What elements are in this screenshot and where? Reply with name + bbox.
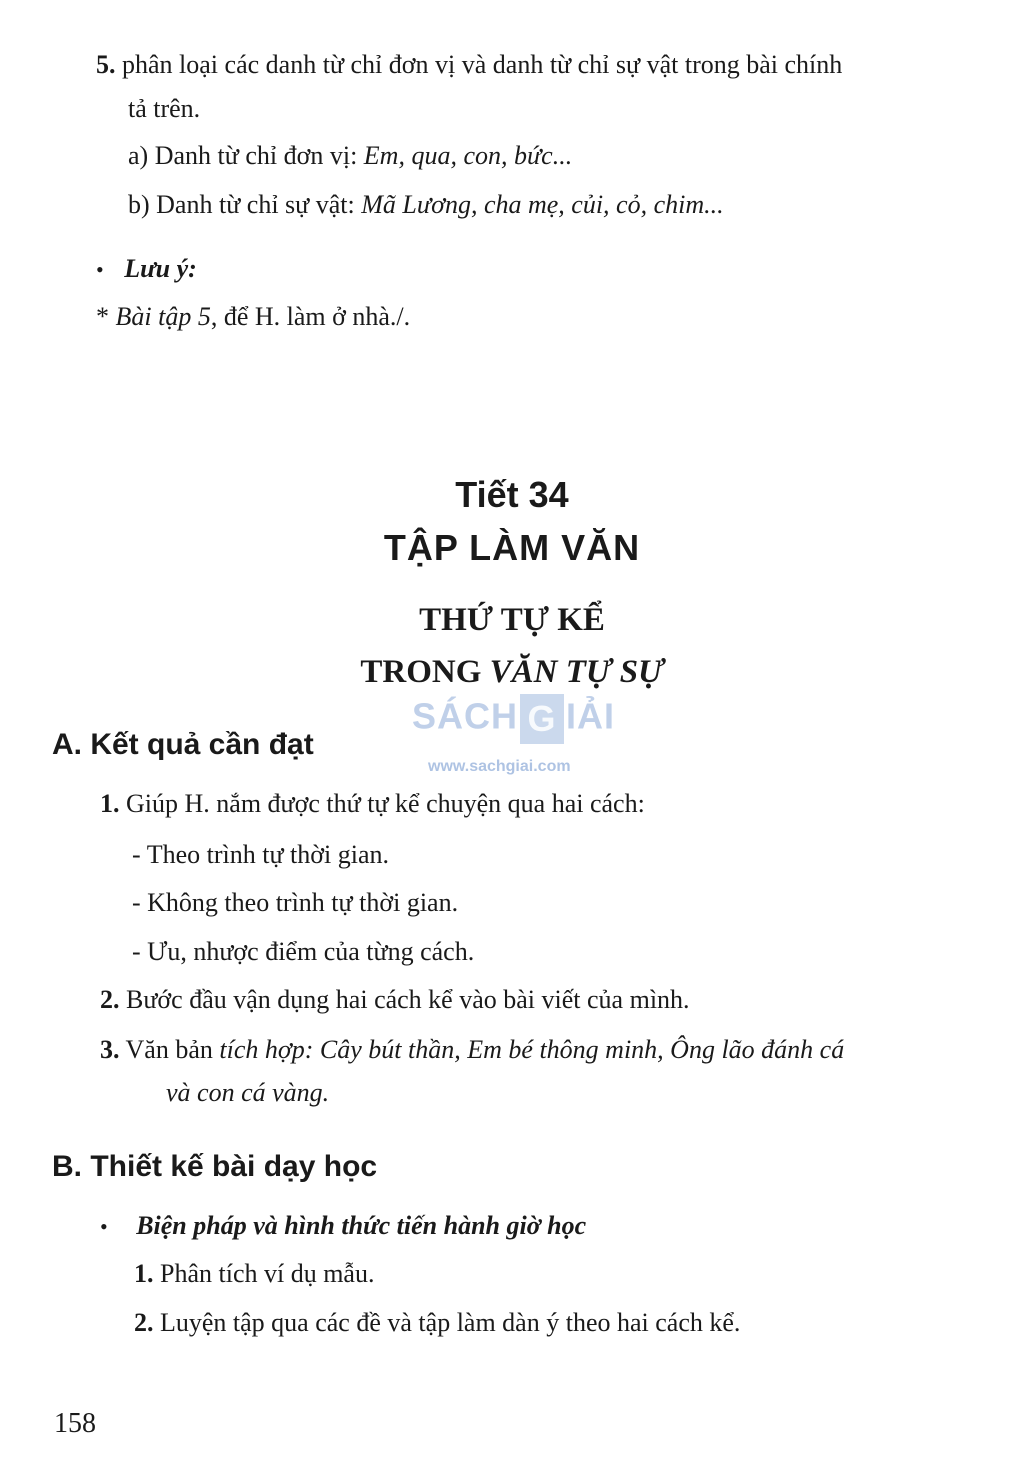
item-5b	[128, 190, 724, 220]
item-text: Phân tích ví dụ mẫu.	[153, 1259, 375, 1288]
item-5a-label: a) Danh từ chỉ đơn vị:	[128, 141, 364, 170]
item-text: Luyện tập qua các đề và tập làm dàn ý theo hai cách kể.	[153, 1308, 741, 1337]
note-text	[96, 302, 410, 332]
item-number: 3.	[100, 1035, 120, 1064]
item-text: Bước đầu vận dụng hai cách kể vào bài viết của mình.	[119, 985, 690, 1014]
section-a-heading: A. Kết quả cần đạt	[52, 728, 314, 761]
item-5b-examples: Mã Lương, cha mẹ, củi, cỏ, chim...	[361, 190, 724, 219]
note-exercise: Bài tập 5	[115, 302, 211, 331]
item-number: 5.	[96, 50, 116, 79]
note-star: *	[96, 302, 116, 331]
item-text: Giúp H. nắm được thứ tự kể chuyện qua hai cách:	[119, 789, 645, 818]
section-b-heading: B. Thiết kế bài dạy học	[52, 1150, 378, 1183]
item-5-line2: tả trên.	[128, 94, 201, 123]
item-italic-text: tích hợp: Cây bút thần, Em bé thông minh, Ông lão đánh cá	[219, 1035, 845, 1064]
page-number: 158	[54, 1408, 96, 1439]
item-number: 1.	[134, 1259, 154, 1288]
watermark-g: G	[520, 694, 564, 744]
lesson-title-prefix: TRONG	[360, 654, 490, 690]
section-b-item-1	[134, 1259, 374, 1289]
section-a-item-2	[100, 985, 690, 1015]
item-number: 2.	[134, 1308, 154, 1337]
lesson-title-line2	[0, 654, 1024, 691]
section-a-item-3-line2: và con cá vàng.	[166, 1078, 330, 1107]
watermark-left: SÁCH	[412, 695, 519, 737]
item-5a	[128, 141, 572, 171]
note-heading	[96, 254, 197, 284]
item-number: 2.	[100, 985, 120, 1014]
watermark-url: www.sachgiai.com	[428, 758, 571, 775]
item-number: 1.	[100, 789, 120, 818]
lesson-title-italic: VĂN TỰ SỰ	[489, 654, 664, 690]
section-a-dash-2: - Không theo trình tự thời gian.	[132, 888, 459, 917]
watermark-right: IẢI	[566, 695, 616, 737]
note-rest: , để H. làm ở nhà./.	[210, 302, 411, 331]
subject-title: TẬP LÀM VĂN	[383, 527, 641, 568]
bullet-icon: •	[96, 257, 104, 282]
lesson-number: Tiết 34	[455, 474, 569, 515]
item-5-line1	[96, 50, 842, 80]
item-text: Văn bản	[119, 1035, 220, 1064]
section-b-subheading	[100, 1211, 586, 1241]
lesson-title-line1: THỨ TỰ KỂ	[419, 602, 605, 638]
subheading-text: Biện pháp và hình thức tiến hành giờ học	[136, 1211, 587, 1240]
watermark-logo	[412, 694, 615, 744]
bullet-icon: •	[100, 1214, 108, 1239]
section-a-dash-3: - Ưu, nhược điểm của từng cách.	[132, 937, 475, 966]
section-a-item-3	[100, 1035, 844, 1065]
item-5b-label: b) Danh từ chỉ sự vật:	[128, 190, 362, 219]
section-a-item-1	[100, 789, 645, 819]
section-a-dash-1: - Theo trình tự thời gian.	[132, 840, 389, 869]
item-text: phân loại các danh từ chỉ đơn vị và danh từ chỉ sự vật trong bài chính	[122, 50, 843, 79]
section-b-item-2	[134, 1308, 740, 1338]
item-5a-examples: Em, qua, con, bức...	[363, 141, 573, 170]
note-title: Lưu ý:	[124, 254, 197, 283]
